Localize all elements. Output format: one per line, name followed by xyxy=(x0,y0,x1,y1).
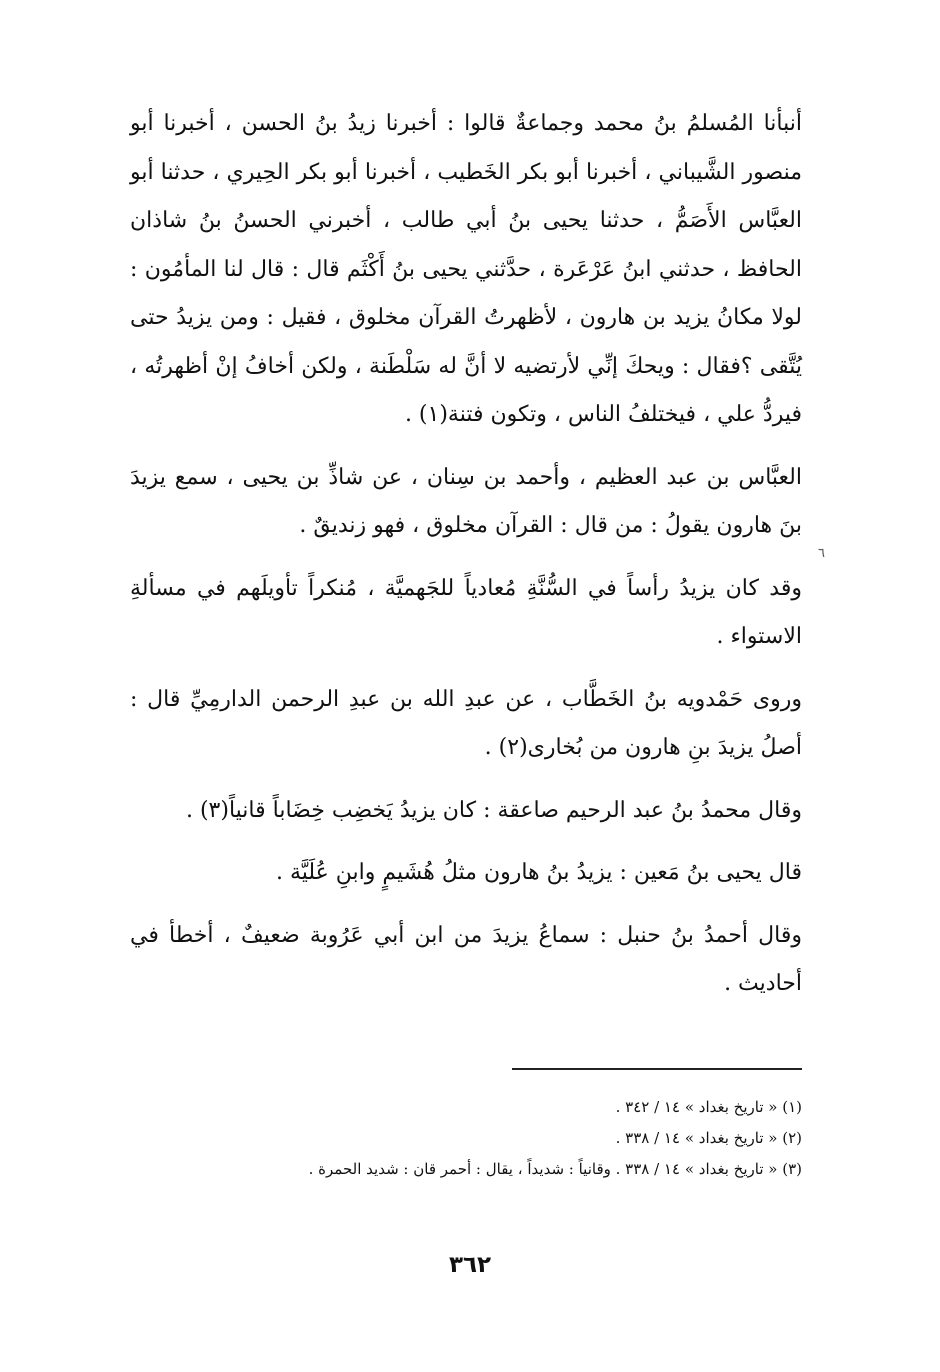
footnote-2: (٢) « تاريخ بغداد » ١٤ / ٣٣٨ . xyxy=(615,1129,802,1147)
main-text xyxy=(130,100,802,1009)
page-number: ٣٦٢ xyxy=(448,1252,492,1278)
paragraph-6: قال يحيى بنُ مَعين : يزيدُ بنُ هارون مثلُ هُشَيمٍ وابنِ عُلَيَّة . xyxy=(275,860,802,885)
paragraph-5: وقال محمدُ بنُ عبد الرحيم صاعقة : كان يزيدُ يَخضِب خِضَاباً قانياً(٣) . xyxy=(185,797,802,823)
footnotes xyxy=(140,1092,802,1185)
footnote-1: (١) « تاريخ بغداد » ١٤ / ٣٤٢ . xyxy=(615,1098,802,1116)
margin-mark: ٦ xyxy=(818,546,825,561)
paragraph-1: أنبأنا المُسلمُ بنُ محمد وجماعةٌ قالوا : أخبرنا زيدُ بنُ الحسن ، أخبرنا أبو منصور الشَّيباني ، أخبرنا أبو بكر الخَطيب ، أخبرنا أبو بكر الحِيري ، حدثنا أبو العبَّاس الأَصَمُّ ، حدثنا يحيى بنُ أبي طالب ، أخبرني الحسنُ بنُ شاذان الحافظ ، حدثني ابنُ عَرْعَرة ، حدَّثني يحيى بنُ أَكْثَم قال : قال لنا المأمُون : لولا مكانُ يزيد بن هارون ، لأظهرتُ القرآن مخلوق ، فقيل : ومن يزيدُ حتى يُتَّقى ؟فقال : ويحكَ إنِّي لأرتضيه لا أنَّ له سَلْطَنة ، ولكن أخافُ إنْ أظهرتُه ، فيردُّ علي ، فيختلفُ الناس ، وتكون فتنة(١) . xyxy=(130,111,802,427)
paragraph-3: وقد كان يزيدُ رأساً في السُّنَّةِ مُعادياً للجَهميَّة ، مُنكراً تأويلَهم في مسألةِ الاستواء . xyxy=(130,575,802,649)
footnote-separator xyxy=(512,1068,802,1070)
paragraph-2: العبَّاس بن عبد العظيم ، وأحمد بن سِنان ، عن شاذِّ بن يحيى ، سمع يزيدَ بنَ هارون يقولُ : من قال : القرآن مخلوق ، فهو زنديقٌ . xyxy=(130,464,802,538)
paragraph-4: وروى حَمْدويه بنُ الخَطَّاب ، عن عبدِ الله بن عبدِ الرحمن الدارمِيِّ قال : أصلُ يزيدَ بنِ هارون من بُخارى(٢) . xyxy=(130,686,802,760)
footnote-3: (٣) « تاريخ بغداد » ١٤ / ٣٣٨ . وقانياً : شديداً ، يقال : أحمر قان : شديد الحمرة . xyxy=(308,1160,802,1178)
paragraph-7: وقال أحمدُ بنُ حنبل : سماعُ يزيدَ من ابن أبي عَرُوبة ضعيفٌ ، أخطأ في أحاديث . xyxy=(130,922,802,996)
